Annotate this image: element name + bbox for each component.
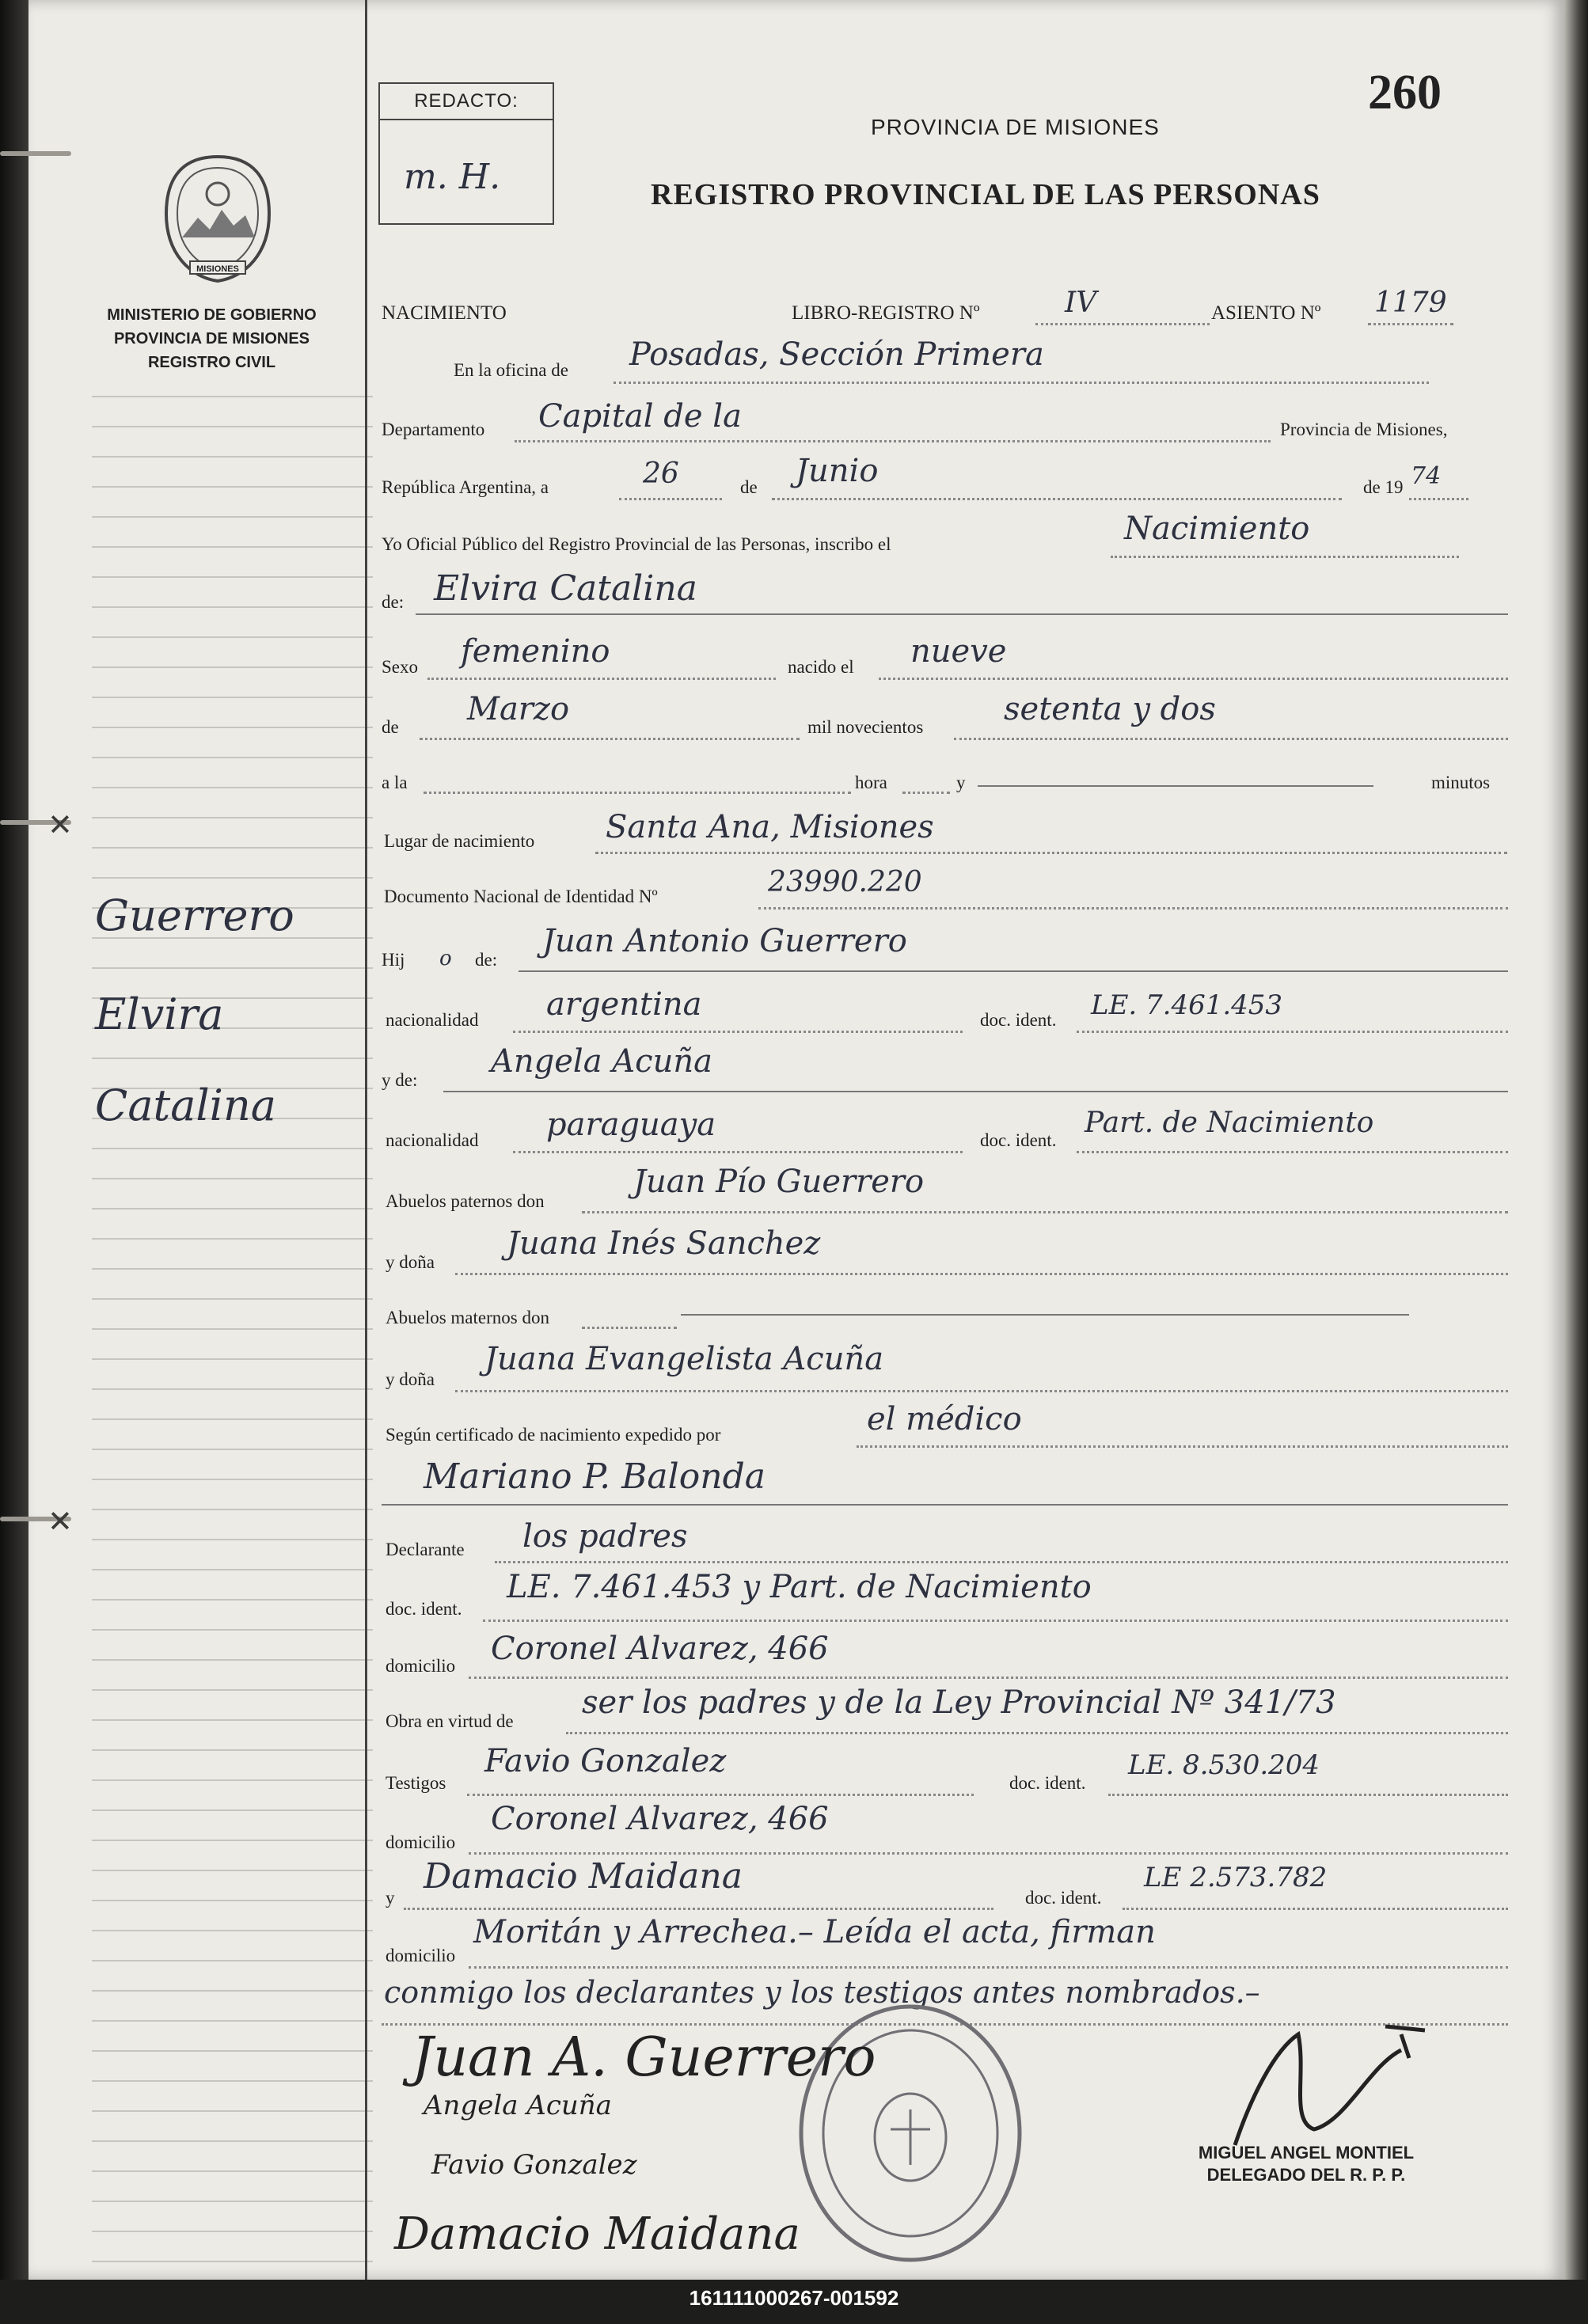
de-mes-label: de: [382, 717, 399, 737]
year-value: 74: [1411, 462, 1442, 490]
margin-rule: [92, 1418, 373, 1420]
margin-rule: [92, 456, 373, 458]
margin-rule: [92, 757, 373, 758]
signature-witness-2: Damacio Maidana: [394, 2208, 800, 2260]
margin-rule: [92, 727, 373, 728]
margin-rule: [92, 2140, 373, 2142]
asiento-label: ASIENTO Nº: [1211, 302, 1321, 324]
margin-rule: [92, 1208, 373, 1209]
margin-rule: [92, 2110, 373, 2112]
binding-ring: [0, 146, 71, 161]
margin-rule: [92, 1960, 373, 1961]
nacionalidad2-label: nacionalidad: [386, 1130, 479, 1150]
year-label: de 19: [1363, 477, 1404, 497]
departamento-value: Capital de la: [538, 398, 742, 435]
margin-rule: [92, 2020, 373, 2022]
margin-rule: [92, 847, 373, 849]
binding-ring: ✕: [0, 1512, 71, 1526]
redacto-label: REDACTO:: [414, 90, 519, 112]
mil-label: mil novecientos: [807, 717, 924, 737]
margin-rule: [92, 1509, 373, 1510]
margin-rule: [92, 1539, 373, 1540]
margin-rule: [92, 1058, 373, 1059]
obra-label: Obra en virtud de: [386, 1711, 514, 1731]
margin-rule: [92, 606, 373, 608]
father-value: Juan Antonio Guerrero: [542, 923, 907, 959]
margin-rule: [92, 1268, 373, 1270]
margin-rule: [92, 2080, 373, 2082]
ministry-line: PROVINCIA DE MISIONES: [113, 330, 310, 347]
margin-rule: [92, 1779, 373, 1781]
delegate-block: [1187, 2142, 1425, 2186]
testigo2-domicilio: Moritán y Arrechea.– Leída el acta, firman: [473, 1914, 1156, 1950]
docident2-label: doc. ident.: [980, 1130, 1057, 1150]
margin-rule: [92, 516, 373, 518]
sexo-label: Sexo: [382, 657, 418, 677]
margin-rule: [92, 1840, 373, 1841]
margin-rule: [92, 426, 373, 427]
ministry-line: MINISTERIO DE GOBIERNO: [107, 306, 317, 324]
lugar-value: Santa Ana, Misiones: [606, 809, 934, 845]
redacto-box: [378, 82, 554, 225]
signature-witness-1: Favio Gonzalez: [431, 2149, 637, 2181]
hijo-suffix: o: [439, 947, 452, 970]
testigo2-doc: LE 2.573.782: [1144, 1862, 1328, 1893]
birth-month-value: Marzo: [467, 691, 570, 727]
margin-rule: [92, 2201, 373, 2202]
hijo-label: Hij: [382, 950, 405, 970]
domicilio3-label: domicilio: [386, 1946, 456, 1965]
registry-title: REGISTRO PROVINCIAL DE LAS PERSONAS: [651, 178, 1320, 211]
obra-value: ser los padres y de la Ley Provincial Nº 341/73: [582, 1684, 1336, 1721]
margin-rule: [92, 2231, 373, 2232]
margin-rule: [92, 1689, 373, 1691]
margin-rule: [92, 1659, 373, 1661]
oficial-value: Nacimiento: [1124, 511, 1310, 547]
margin-rule: [92, 1719, 373, 1721]
margin-given-name: Elvira: [95, 989, 224, 1039]
margin-rule: [92, 576, 373, 578]
margin-rule: [92, 1749, 373, 1751]
mother-nationality: paraguaya: [546, 1107, 716, 1143]
y-dona2-label: y doña: [386, 1369, 435, 1389]
ministry-line: REGISTRO CIVIL: [147, 354, 276, 371]
y-dona-label: y doña: [386, 1252, 435, 1272]
margin-rule: [92, 1358, 373, 1360]
father-doc: LE. 7.461.453: [1091, 989, 1283, 1021]
margin-surname: Guerrero: [95, 890, 294, 940]
margin-rule: [92, 1388, 373, 1390]
testigo1-value: Favio Gonzalez: [484, 1743, 727, 1779]
margin-rule: [92, 1479, 373, 1480]
oficial-text: Yo Oficial Público del Registro Provincial de las Personas, inscribo el: [382, 534, 891, 554]
docident5-label: doc. ident.: [1025, 1888, 1102, 1908]
domicilio-label: domicilio: [386, 1656, 456, 1676]
province-heading: PROVINCIA DE MISIONES: [871, 115, 1160, 139]
margin-rule: [92, 1449, 373, 1450]
binding-ring: ✕: [0, 815, 71, 830]
margin-rule: [92, 1629, 373, 1631]
testigo2-value: Damacio Maidana: [424, 1856, 743, 1897]
hijo-de-label: de:: [475, 950, 498, 970]
delegate-title: DELEGADO DEL R. P. P.: [1206, 2165, 1406, 2185]
abuelo-paterno-value: Juan Pío Guerrero: [633, 1164, 925, 1200]
margin-rule: [92, 396, 373, 397]
asiento-value: 1179: [1374, 287, 1447, 319]
medico-value: Mariano P. Balonda: [424, 1456, 766, 1497]
testigos-label: Testigos: [386, 1773, 446, 1793]
folio-number: 260: [1368, 66, 1442, 120]
margin-rule: [92, 1148, 373, 1149]
sexo-value: femenino: [461, 633, 610, 670]
nacimiento-label: NACIMIENTO: [382, 302, 507, 324]
margin-rule: [92, 1930, 373, 1931]
departamento-label: Departamento: [382, 420, 485, 439]
de-label: de: [740, 477, 758, 497]
libro-label: LIBRO-REGISTRO Nº: [792, 302, 980, 324]
abuelos-maternos-label: Abuelos maternos don: [386, 1308, 549, 1327]
domicilio-value: Coronel Alvarez, 466: [491, 1631, 829, 1667]
margin-rule: [92, 1870, 373, 1871]
a-la-label: a la: [382, 773, 408, 792]
signature-father: Juan A. Guerrero: [412, 2026, 876, 2089]
mother-doc: Part. de Nacimiento: [1085, 1107, 1374, 1139]
docident-label: doc. ident.: [980, 1010, 1057, 1030]
minutos-label: minutos: [1431, 773, 1491, 792]
province-seal-icon: [158, 150, 277, 285]
dni-value: 23990.220: [768, 866, 922, 898]
redacto-initials: m. H.: [404, 157, 501, 197]
domicilio2-label: domicilio: [386, 1832, 456, 1852]
de-nombre-label: de:: [382, 592, 405, 612]
signature-mother: Angela Acuña: [424, 2090, 612, 2121]
margin-rule: [92, 486, 373, 488]
margin-rule: [92, 967, 373, 969]
certificado-label: Según certificado de nacimiento expedido por: [386, 1425, 721, 1445]
nacido-value: nueve: [910, 633, 1007, 670]
margin-rule: [92, 546, 373, 548]
seal-text: MISIONES: [196, 264, 239, 274]
binding-shadow: [0, 0, 28, 2280]
y-de-label: y de:: [382, 1070, 418, 1090]
margin-rule: [92, 1990, 373, 1992]
hora-label: hora: [855, 773, 887, 792]
margin-rule: [92, 1569, 373, 1570]
y2-label: y: [386, 1888, 395, 1908]
certificado-value: el médico: [867, 1401, 1022, 1437]
closing-line: conmigo los declarantes y los testigos antes nombrados.–: [384, 1975, 1260, 2010]
y-label: y: [956, 773, 966, 792]
margin-rule: [92, 2050, 373, 2052]
margin-rule: [92, 877, 373, 879]
official-signature-icon: [1203, 2003, 1472, 2153]
margin-rule: [92, 817, 373, 818]
father-nationality: argentina: [546, 986, 702, 1023]
testigo1-doc: LE. 8.530.204: [1128, 1749, 1320, 1781]
abuelos-paternos-label: Abuelos paternos don: [386, 1191, 545, 1211]
margin-rule: [92, 1178, 373, 1179]
margin-rule: [92, 697, 373, 698]
margin-rule: [92, 2261, 373, 2262]
margin-divider-line: [365, 0, 367, 2280]
margin-rule: [92, 1298, 373, 1300]
oficina-label: En la oficina de: [454, 360, 568, 380]
margin-rule: [92, 1900, 373, 1901]
day-value: 26: [643, 458, 679, 490]
abuela-paterna-value: Juana Inés Sanchez: [507, 1225, 821, 1262]
margin-rule: [92, 1599, 373, 1601]
docident3-label: doc. ident.: [386, 1599, 462, 1619]
mother-value: Angela Acuña: [491, 1043, 712, 1080]
margin-given-name: Catalina: [95, 1080, 276, 1130]
dni-label: Documento Nacional de Identidad Nº: [384, 887, 658, 906]
republica-label: República Argentina, a: [382, 477, 549, 497]
ministry-heading: [71, 303, 352, 374]
page-edge: [1564, 0, 1588, 2280]
margin-rule: [92, 787, 373, 788]
mil-value: setenta y dos: [1004, 691, 1216, 727]
nacionalidad-label: nacionalidad: [386, 1010, 479, 1030]
lugar-label: Lugar de nacimiento: [384, 831, 535, 851]
margin-rule: [92, 1328, 373, 1330]
delegate-name: MIGUEL ANGEL MONTIEL: [1198, 2143, 1415, 2163]
margin-rule: [92, 1238, 373, 1240]
abuela-materna-value: Juana Evangelista Acuña: [484, 1341, 884, 1377]
docident4-label: doc. ident.: [1009, 1773, 1086, 1793]
margin-rule: [92, 636, 373, 638]
margin-rule: [92, 2170, 373, 2172]
declarante-label: Declarante: [386, 1540, 465, 1559]
declarante-value: los padres: [522, 1518, 688, 1555]
document-code: 161111000267-001592: [689, 2286, 899, 2310]
oficina-value: Posadas, Sección Primera: [629, 336, 1044, 373]
nacido-label: nacido el: [788, 657, 854, 677]
month-value: Junio: [796, 453, 879, 489]
declarante-doc: LE. 7.461.453 y Part. de Nacimiento: [507, 1569, 1092, 1605]
margin-rule: [92, 1809, 373, 1811]
provincia-suffix: Provincia de Misiones,: [1280, 420, 1448, 439]
testigo1-domicilio: Coronel Alvarez, 466: [491, 1801, 829, 1837]
margin-rule: [92, 666, 373, 668]
libro-value: IV: [1065, 287, 1097, 319]
name-value: Elvira Catalina: [434, 568, 697, 609]
